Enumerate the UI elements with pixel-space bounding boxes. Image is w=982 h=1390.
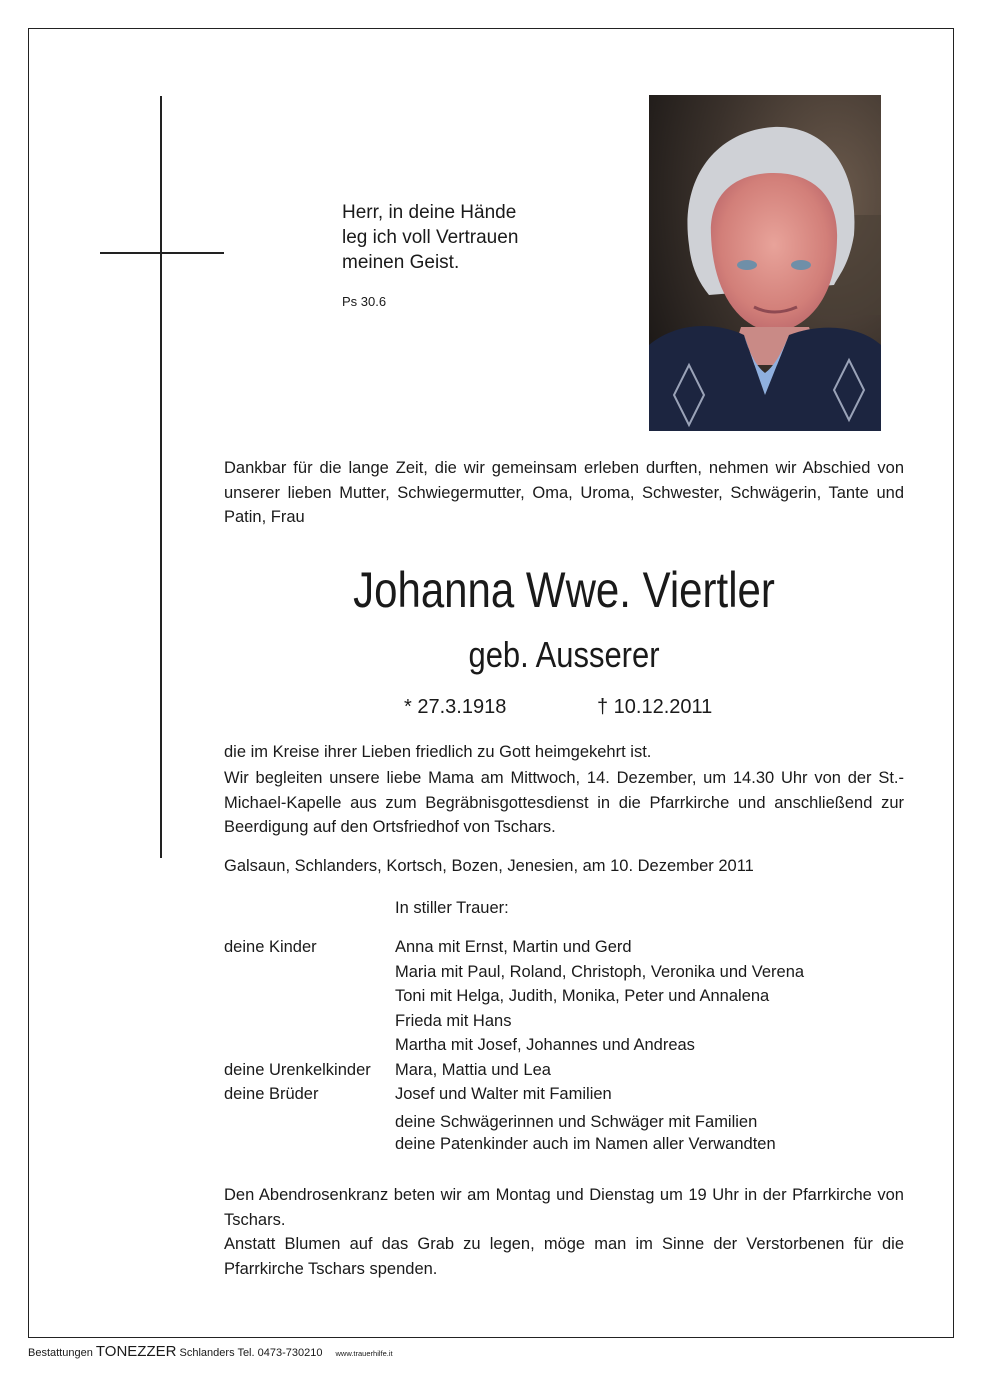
mourner-names: Martha mit Josef, Johannes und Andreas <box>395 1036 695 1054</box>
quote-line: meinen Geist. <box>342 252 460 273</box>
cross-horizontal-bar <box>100 252 224 254</box>
footer <box>28 1343 393 1360</box>
mourner-names: Frieda mit Hans <box>395 1011 512 1030</box>
maiden-name: geb. Ausserer <box>468 634 660 675</box>
footer-website: www.trauerhilfe.it <box>335 1349 393 1358</box>
died-text: die im Kreise ihrer Lieben friedlich zu Gott heimgekehrt ist. <box>224 743 652 761</box>
intro-text: Dankbar für die lange Zeit, die wir gemeinsam erleben durften, nehmen wir Abschied von unserer lieben Mutter, Schwiegermutter, Oma, Uroma, Schwester, Schwägerin, Tante und Patin, Frau <box>224 459 904 526</box>
mourner-label: deine Brüder <box>224 1085 319 1103</box>
portrait-image <box>649 95 881 431</box>
mourner-label: deine Kinder <box>224 938 317 956</box>
mourner-names: Mara, Mattia und Lea <box>395 1060 551 1079</box>
extra-mourner-line: deine Schwägerinnen und Schwäger mit Familien <box>395 1113 758 1131</box>
footer-phone: Tel. 0473-730210 <box>237 1347 323 1359</box>
footer-company: TONEZZER <box>95 1343 177 1360</box>
quote-line: leg ich voll Vertrauen <box>342 227 519 248</box>
flowers-text: Anstatt Blumen auf das Grab zu legen, möge man im Sinne der Verstorbenen für die Pfarrkirche Tschars spenden. <box>224 1235 904 1278</box>
mourner-names: Anna mit Ernst, Martin und Gerd <box>395 938 632 956</box>
funeral-text: Wir begleiten unsere liebe Mama am Mittwoch, 14. Dezember, um 14.30 Uhr von der St.-Michael-Kapelle aus zum Begräbnisgottesdienst in die Pfarrkirche und anschließend zur Beerdigung auf den Ortsfriedhof von Tschars. <box>224 769 904 836</box>
place-date: Galsaun, Schlanders, Kortsch, Bozen, Jenesien, am 10. Dezember 2011 <box>224 857 754 875</box>
mourner-names: Maria mit Paul, Roland, Christoph, Veronika und Verena <box>395 962 805 981</box>
quote-line: Herr, in deine Hände <box>342 202 517 223</box>
quote-reference: Ps 30.6 <box>342 294 387 309</box>
deceased-name: Johanna Wwe. Viertler <box>353 562 775 618</box>
bible-quote <box>342 200 518 275</box>
footer-prefix: Bestattungen <box>28 1347 93 1359</box>
mourner-names: Toni mit Helga, Judith, Monika, Peter und Annalena <box>395 987 770 1005</box>
birth-date: * 27.3.1918 <box>404 696 507 718</box>
extra-mourner-line: deine Patenkinder auch im Namen aller Verwandten <box>395 1135 776 1153</box>
extra-mourners <box>395 1111 776 1155</box>
mourner-names: Josef und Walter mit Familien <box>395 1085 612 1103</box>
death-date: † 10.12.2011 <box>597 696 713 718</box>
cross-vertical-bar <box>160 96 162 858</box>
footer-town: Schlanders <box>179 1347 235 1359</box>
portrait-photo <box>649 95 881 431</box>
mourner-label: deine Urenkelkinder <box>224 1060 371 1079</box>
mourning-heading: In stiller Trauer: <box>395 899 509 917</box>
rosary-text: Den Abendrosenkranz beten wir am Montag und Dienstag um 19 Uhr in der Pfarrkirche von Tschars. <box>224 1186 904 1229</box>
